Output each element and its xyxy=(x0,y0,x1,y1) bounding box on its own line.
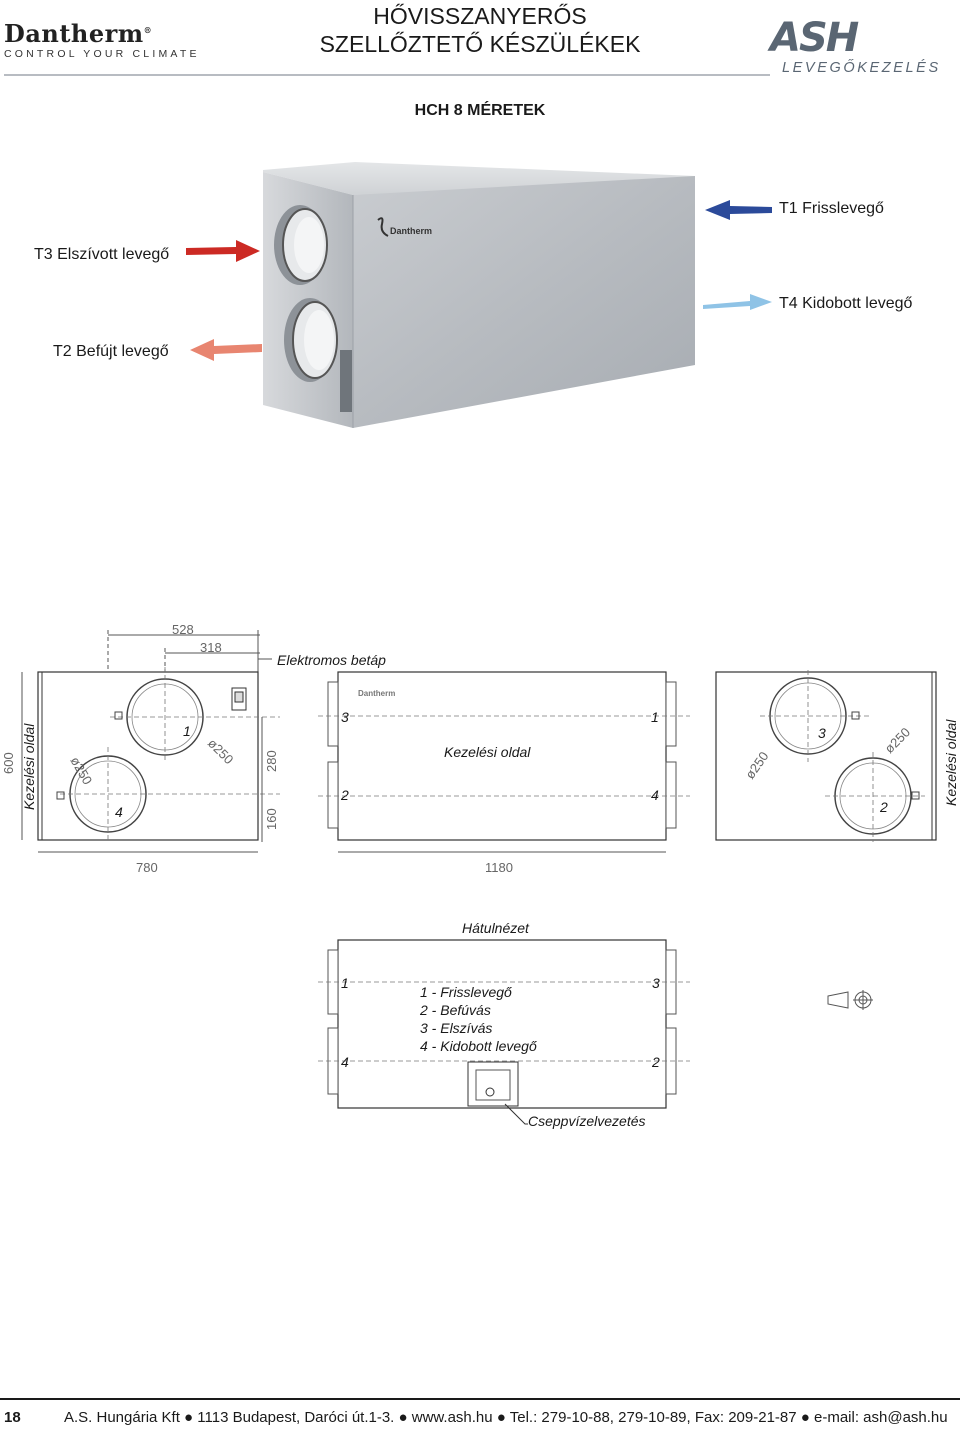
rear-label-1: 1 xyxy=(341,975,349,991)
header-rule xyxy=(4,74,770,76)
right-label-3: 3 xyxy=(818,725,826,741)
legend-item: 4 - Kidobott levegő xyxy=(420,1038,537,1054)
dantherm-tagline: CONTROL YOUR CLIMATE xyxy=(4,48,200,60)
duct-collar-lower xyxy=(284,298,337,382)
rear-label-2: 2 xyxy=(652,1054,660,1070)
page-title-line1: HŐVISSZANYERŐS xyxy=(373,3,587,29)
front-label-1: 1 xyxy=(651,709,659,725)
dim-1180: 1180 xyxy=(485,860,513,875)
front-device-logo: Dantherm xyxy=(358,689,396,698)
rear-label-4: 4 xyxy=(341,1054,349,1070)
dimension-drawing xyxy=(0,612,960,882)
front-view xyxy=(318,672,690,840)
arrow-label-t4: T4 Kidobott levegő xyxy=(779,295,913,312)
right-label-2: 2 xyxy=(880,799,888,815)
page-title-line2: SZELLŐZTETŐ KÉSZÜLÉKEK xyxy=(319,31,641,57)
dim-318: 318 xyxy=(200,640,222,655)
front-label-2: 2 xyxy=(341,787,349,803)
side-view-right xyxy=(716,670,936,842)
projection-symbol xyxy=(828,990,873,1010)
left-label-1: 1 xyxy=(183,723,191,739)
ash-tagline: LEVEGŐKEZELÉS xyxy=(782,60,941,76)
dim-280: 280 xyxy=(264,750,279,772)
kezelesi-left: Kezelési oldal xyxy=(21,723,37,810)
registered-mark: ® xyxy=(143,25,153,35)
arrow-t2 xyxy=(190,339,262,361)
legend-item: 1 - Frisslevegő xyxy=(420,984,512,1000)
footer-rule xyxy=(0,1398,960,1400)
ash-wordmark: ASH xyxy=(770,15,858,61)
unit-front xyxy=(353,176,695,428)
drain-label: Cseppvízelvezetés xyxy=(528,1113,646,1129)
dim-160: 160 xyxy=(264,808,279,830)
section-subtitle: HCH 8 MÉRETEK xyxy=(414,102,546,119)
drain-outlet xyxy=(468,1062,518,1106)
rear-view-drawing xyxy=(300,936,900,1136)
arrow-t3 xyxy=(186,240,260,262)
dantherm-wordmark: Dantherm xyxy=(4,19,144,48)
page-number: 18 xyxy=(4,1409,21,1426)
dia-label-c: ø250 xyxy=(742,748,772,782)
kezelesi-right: Kezelési oldal xyxy=(943,719,959,806)
label-elektromos: Elektromos betáp xyxy=(277,652,386,668)
rear-view-title: Hátulnézet xyxy=(462,920,529,936)
front-label-4: 4 xyxy=(651,787,659,803)
arrow-label-t3: T3 Elszívott levegő xyxy=(34,246,170,263)
rear-label-3: 3 xyxy=(652,975,660,991)
duct-collar-upper xyxy=(274,205,327,285)
dim-528: 528 xyxy=(172,622,194,637)
legend-item: 3 - Elszívás xyxy=(420,1020,493,1036)
device-logo-text: Dantherm xyxy=(390,226,433,236)
dim-780: 780 xyxy=(136,860,158,875)
front-label-3: 3 xyxy=(341,709,349,725)
footer-contact: A.S. Hungária Kft ● 1113 Budapest, Daróci út.1-3. ● www.ash.hu ● Tel.: 279-10-88, 279-10-89, Fax: 209-21-87 ● e-mail: ash@ash.hu xyxy=(64,1409,948,1426)
dia-label-d: ø250 xyxy=(881,724,914,757)
rear-legend xyxy=(420,983,537,1055)
arrow-label-t2: T2 Befújt levegő xyxy=(53,343,169,360)
arrow-t1 xyxy=(705,200,772,220)
arrow-label-t1: T1 Frisslevegő xyxy=(779,200,884,217)
dia-label-b: ø250 xyxy=(204,735,237,768)
left-label-4: 4 xyxy=(115,804,123,820)
ash-logo xyxy=(770,15,960,76)
dia-label-a: ø250 xyxy=(67,754,96,788)
dim-600: 600 xyxy=(1,752,16,774)
legend-item: 2 - Befúvás xyxy=(420,1002,491,1018)
kezelesi-center: Kezelési oldal xyxy=(444,744,531,760)
side-view-left xyxy=(38,667,280,842)
arrow-t4 xyxy=(703,294,772,310)
